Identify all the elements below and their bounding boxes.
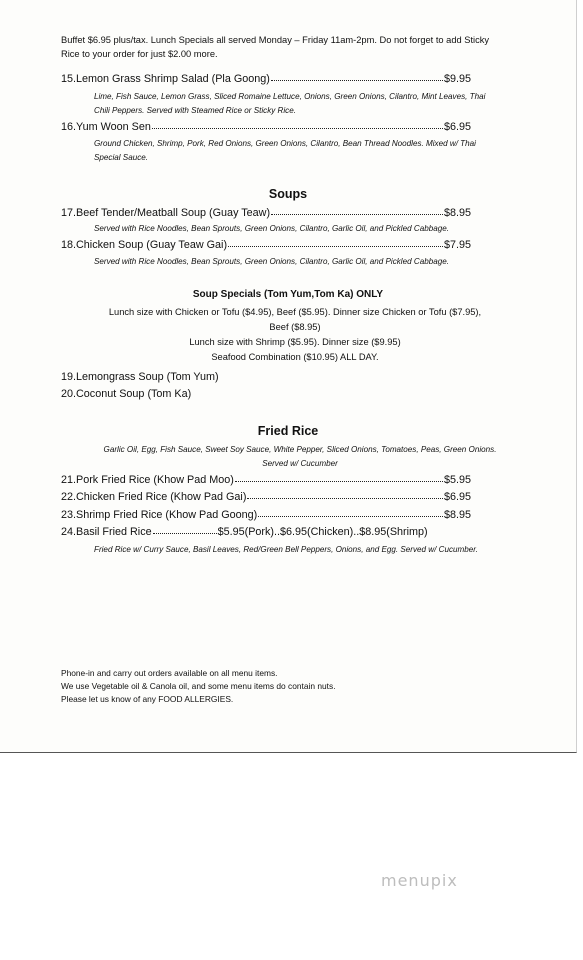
menu-item-23: [61, 508, 471, 522]
pricing-line: Lunch size with Chicken or Tofu ($4.95), Beef ($5.95). Dinner size Chicken or Tofu ($7.95),: [108, 307, 482, 317]
dot-leader: [153, 524, 217, 534]
item-price: $8.95: [443, 207, 471, 219]
menu-item-18: [61, 238, 471, 252]
item-price: $8.95: [443, 509, 471, 521]
menu-item-19: 19.Lemongrass Soup (Tom Yum): [61, 371, 219, 383]
item-name: 23.Shrimp Fried Rice (Khow Pad Goong): [61, 509, 258, 521]
soup-specials-pricing: [70, 305, 520, 365]
item-price: $5.95: [443, 474, 471, 486]
dot-leader: [235, 472, 443, 482]
pricing-line: Seafood Combination ($10.95) ALL DAY.: [211, 352, 379, 362]
item-name: 15.Lemon Grass Shrimp Salad (Pla Goong): [61, 73, 270, 85]
item-name: 18.Chicken Soup (Guay Teaw Gai): [61, 239, 228, 251]
dot-leader: [258, 507, 443, 517]
item-price: $7.95: [443, 239, 471, 251]
fried-rice-description: Garlic Oil, Egg, Fish Sauce, Sweet Soy Sauce, White Pepper, Sliced Onions, Tomatoes, Peas, Green Onions. Served w/ Cucumber: [103, 445, 497, 468]
item-description: Served with Rice Noodles, Bean Sprouts, Green Onions, Cilantro, Garlic Oil, and Pickled Cabbage.: [94, 224, 449, 233]
item-prices: $5.95(Pork)..$6.95(Chicken)..$8.95(Shrimp): [217, 526, 428, 538]
item-name: 17.Beef Tender/Meatball Soup (Guay Teaw): [61, 207, 271, 219]
item-price: $9.95: [443, 73, 471, 85]
menu-item-21: [61, 473, 471, 487]
lunch-buffet-note: Buffet $6.95 plus/tax. Lunch Specials all served Monday – Friday 11am-2pm. Do not forget to add Sticky Rice to your order for just $2.00 more.: [61, 35, 490, 59]
menu-item-24: [61, 525, 481, 539]
item-name: 21.Pork Fried Rice (Khow Pad Moo): [61, 474, 234, 486]
item-description: Lime, Fish Sauce, Lemon Grass, Sliced Romaine Lettuce, Onions, Green Onions, Cilantro, Mint Leaves, Thai Chili Peppers. Served with Steamed Rice or Sticky Rice.: [94, 92, 486, 115]
item-description: Ground Chicken, Shrimp, Pork, Red Onions, Green Onions, Cilantro, Bean Thread Noodles. Mixed w/ Thai Special Sauce.: [94, 139, 476, 162]
section-title-soups: Soups: [268, 187, 308, 201]
footer-line: We use Vegetable oil & Canola oil, and some menu items do contain nuts.: [61, 680, 336, 691]
dot-leader: [152, 119, 443, 129]
pricing-line: Beef ($8.95): [269, 322, 321, 332]
item-name: 22.Chicken Fried Rice (Khow Pad Gai): [61, 491, 247, 503]
item-name: 16.Yum Woon Sen: [61, 121, 151, 133]
item-name: 24.Basil Fried Rice: [61, 526, 152, 538]
menu-item-16: [61, 120, 471, 134]
footer-line: Phone-in and carry out orders available on all menu items.: [61, 668, 278, 678]
menu-item-15: [61, 72, 471, 86]
menu-item-22: [61, 490, 471, 504]
dot-leader: [247, 489, 443, 499]
section-title-fried-rice: Fried Rice: [257, 424, 319, 438]
pricing-line: Lunch size with Shrimp ($5.95). Dinner size ($9.95): [189, 337, 401, 347]
footer-line: Please let us know of any FOOD ALLERGIES.: [61, 693, 234, 704]
item-price: $6.95: [443, 491, 471, 503]
item-description: Served with Rice Noodles, Bean Sprouts, Green Onions, Cilantro, Garlic Oil, and Pickled Cabbage.: [94, 257, 449, 266]
dot-leader: [228, 237, 443, 247]
dot-leader: [271, 205, 443, 215]
menu-footer-notes: [61, 667, 491, 705]
menupix-watermark: menupix: [381, 871, 458, 890]
menu-item-20: 20.Coconut Soup (Tom Ka): [61, 388, 192, 400]
section-title-soup-specials: Soup Specials (Tom Yum,Tom Ka) ONLY: [192, 289, 384, 300]
item-description: Fried Rice w/ Curry Sauce, Basil Leaves, Red/Green Bell Peppers, Onions, and Egg. Served w/ Cucumber.: [94, 545, 478, 554]
item-price: $6.95: [443, 121, 471, 133]
dot-leader: [271, 71, 443, 81]
menu-item-17: [61, 206, 471, 220]
